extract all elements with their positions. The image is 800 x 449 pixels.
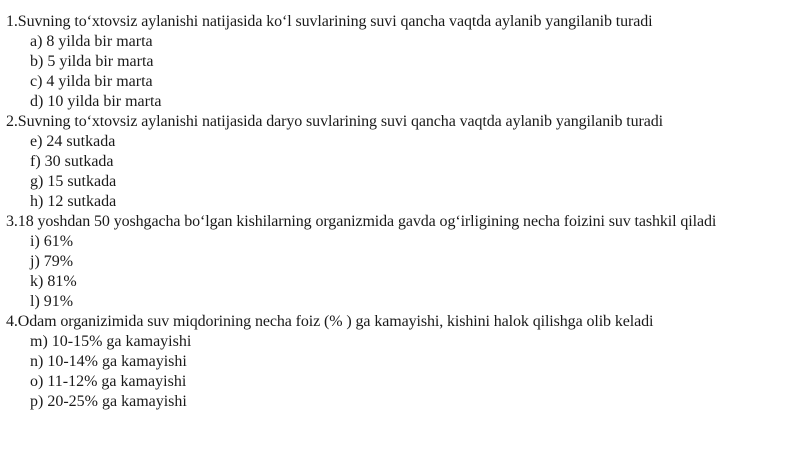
answer-option: a) 8 yilda bir marta	[30, 33, 153, 50]
answer-option: l) 91%	[30, 293, 74, 310]
answer-option: e) 24 sutkada	[30, 133, 116, 150]
answer-option: p) 20-25% ga kamayishi	[30, 393, 187, 410]
question-text: 3.18 yoshdan 50 yoshgacha bo‘lgan kishilarning organizmida gavda og‘irligining necha foizini suv tashkil qiladi	[6, 213, 717, 230]
question-3	[6, 212, 796, 312]
question-1	[6, 12, 796, 112]
answer-option: j) 79%	[30, 253, 74, 270]
answer-options	[6, 32, 796, 112]
answer-options	[6, 332, 796, 412]
answer-option: h) 12 sutkada	[30, 193, 117, 210]
answer-option: o) 11-12% ga kamayishi	[30, 373, 187, 390]
answer-option: k) 81%	[30, 273, 77, 290]
answer-option: b) 5 yilda bir marta	[30, 53, 154, 70]
answer-option: i) 61%	[30, 233, 74, 250]
answer-option: d) 10 yilda bir marta	[30, 93, 162, 110]
answer-options	[6, 232, 796, 312]
document-body	[6, 12, 796, 412]
answer-options	[6, 132, 796, 212]
answer-option: m) 10-15% ga kamayishi	[30, 333, 192, 350]
answer-option: c) 4 yilda bir marta	[30, 73, 153, 90]
question-text: 1.Suvning to‘xtovsiz aylanishi natijasida ko‘l suvlarining suvi qancha vaqtda aylanib yangilanib turadi	[6, 13, 653, 30]
question-text: 4.Odam organizimida suv miqdorining necha foiz (% ) ga kamayishi, kishini halok qilishga olib keladi	[6, 313, 654, 330]
question-2	[6, 112, 796, 212]
answer-option: g) 15 sutkada	[30, 173, 117, 190]
question-text: 2.Suvning to‘xtovsiz aylanishi natijasida daryo suvlarining suvi qancha vaqtda aylanib yangilanib turadi	[6, 113, 664, 130]
answer-option: f) 30 sutkada	[30, 153, 114, 170]
answer-option: n) 10-14% ga kamayishi	[30, 353, 187, 370]
question-4	[6, 312, 796, 412]
